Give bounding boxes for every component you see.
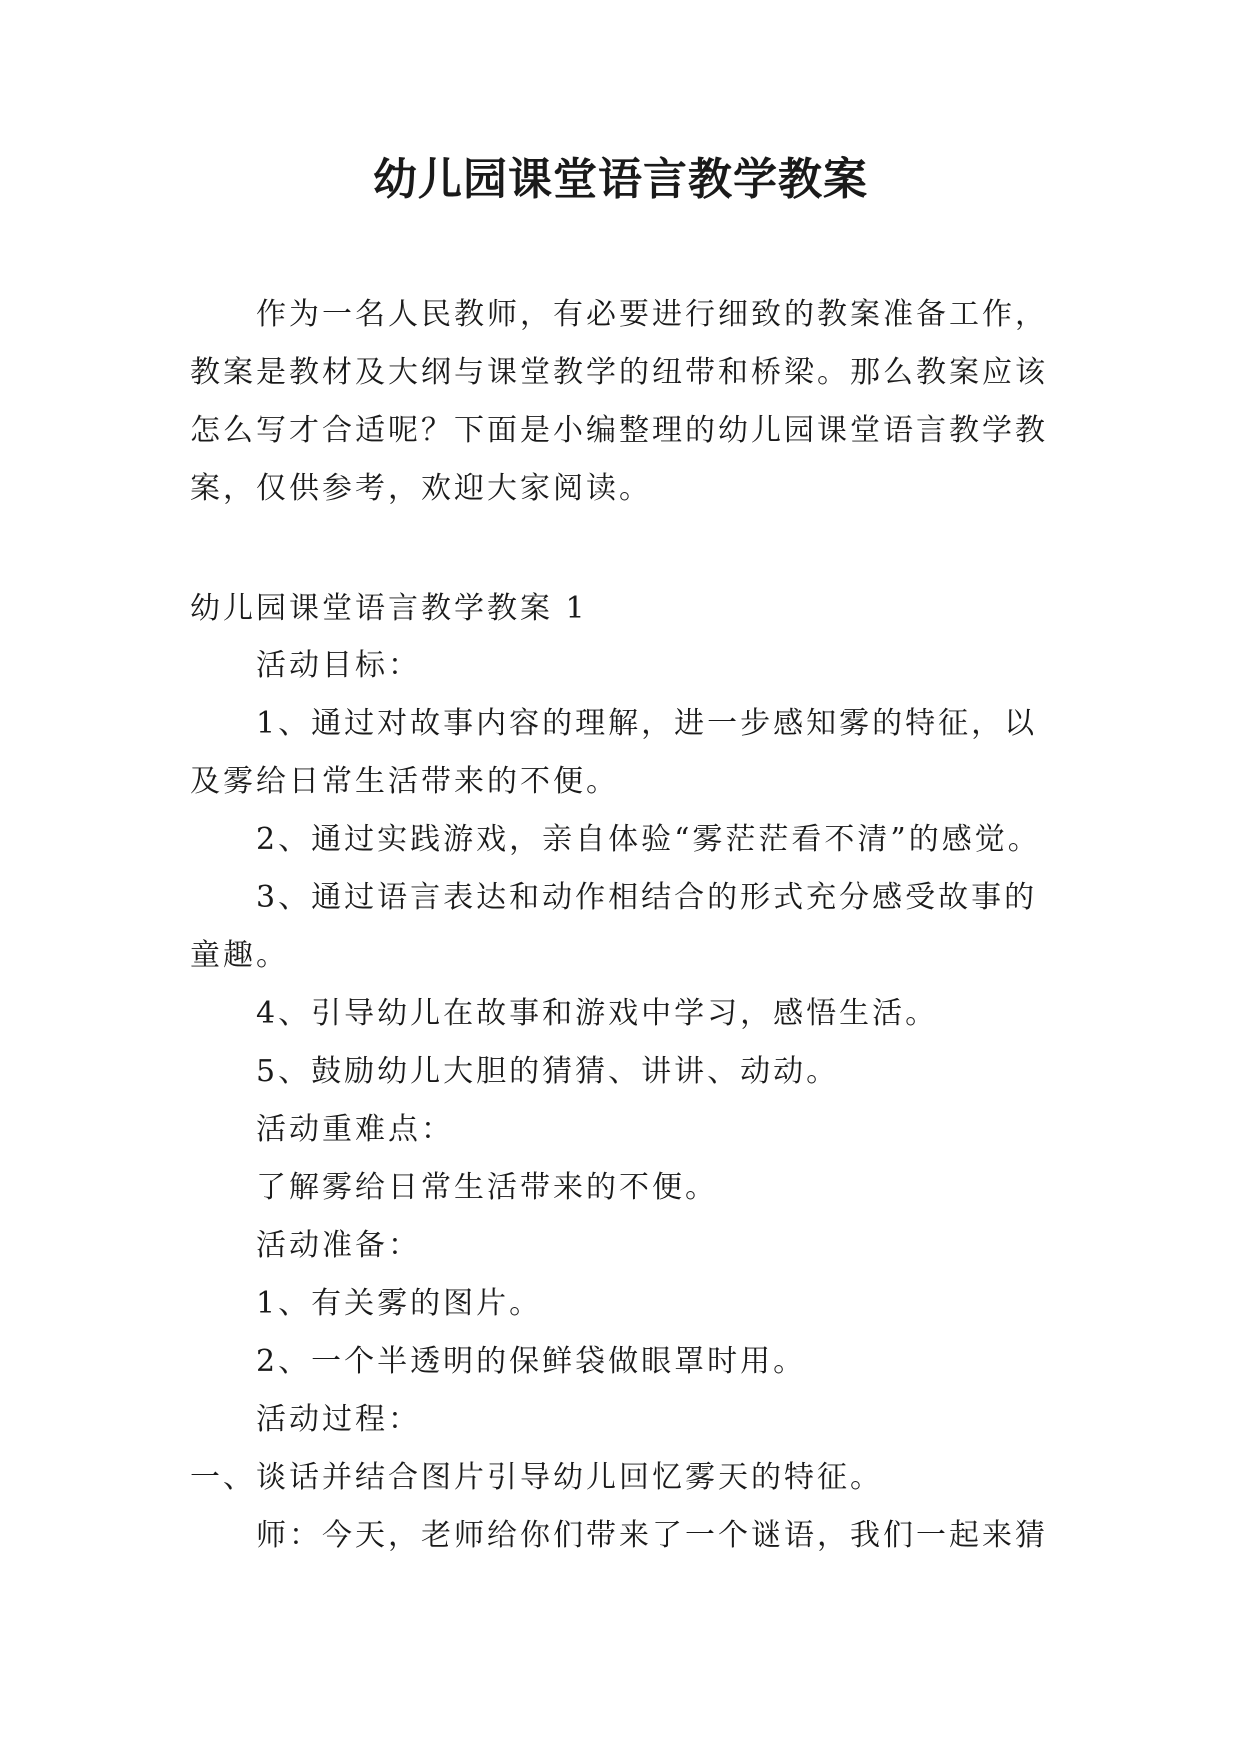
paragraph-preparation-heading: 活动准备： bbox=[256, 1228, 421, 1263]
paragraph-key-points: 了解雾给日常生活带来的不便。 bbox=[256, 1170, 718, 1205]
paragraph-teacher-dialogue: 师：今天，老师给你们带来了一个谜语，我们一起来猜 bbox=[256, 1518, 1048, 1553]
paragraph-objective-5: 5、鼓励幼儿大胆的猜猜、讲讲、动动。 bbox=[256, 1054, 840, 1089]
paragraph-preparation-1: 1、有关雾的图片。 bbox=[256, 1286, 543, 1321]
intro-paragraph: 作为一名人民教师，有必要进行细致的教案准备工作，教案是教材及大纲与课堂教学的纽带和桥梁。那么教案应该怎么写才合适呢？下面是小编整理的幼儿园课堂语言教学教案，仅供参考，欢迎大家阅读。 bbox=[190, 297, 1048, 506]
paragraph-objectives-heading: 活动目标： bbox=[256, 648, 421, 683]
lesson-content bbox=[190, 637, 1050, 1565]
document-title: 幼儿园课堂语言教学教案 bbox=[373, 154, 868, 205]
paragraph-key-points-heading: 活动重难点： bbox=[256, 1112, 454, 1147]
paragraph-process-step-1: 一、谈话并结合图片引导幼儿回忆雾天的特征。 bbox=[190, 1460, 883, 1495]
paragraph-objective-4: 4、引导幼儿在故事和游戏中学习，感悟生活。 bbox=[256, 996, 939, 1031]
paragraph-process-heading: 活动过程： bbox=[256, 1402, 421, 1437]
paragraph-objective-3: 3、通过语言表达和动作相结合的形式充分感受故事的童趣。 bbox=[190, 880, 1038, 973]
section-heading: 幼儿园课堂语言教学教案 1 bbox=[190, 591, 588, 626]
paragraph-objective-1: 1、通过对故事内容的理解，进一步感知雾的特征，以及雾给日常生活带来的不便。 bbox=[190, 706, 1038, 799]
paragraph-objective-2: 2、通过实践游戏，亲自体验“雾茫茫看不清”的感觉。 bbox=[256, 822, 1041, 857]
paragraph-preparation-2: 2、一个半透明的保鲜袋做眼罩时用。 bbox=[256, 1344, 807, 1379]
